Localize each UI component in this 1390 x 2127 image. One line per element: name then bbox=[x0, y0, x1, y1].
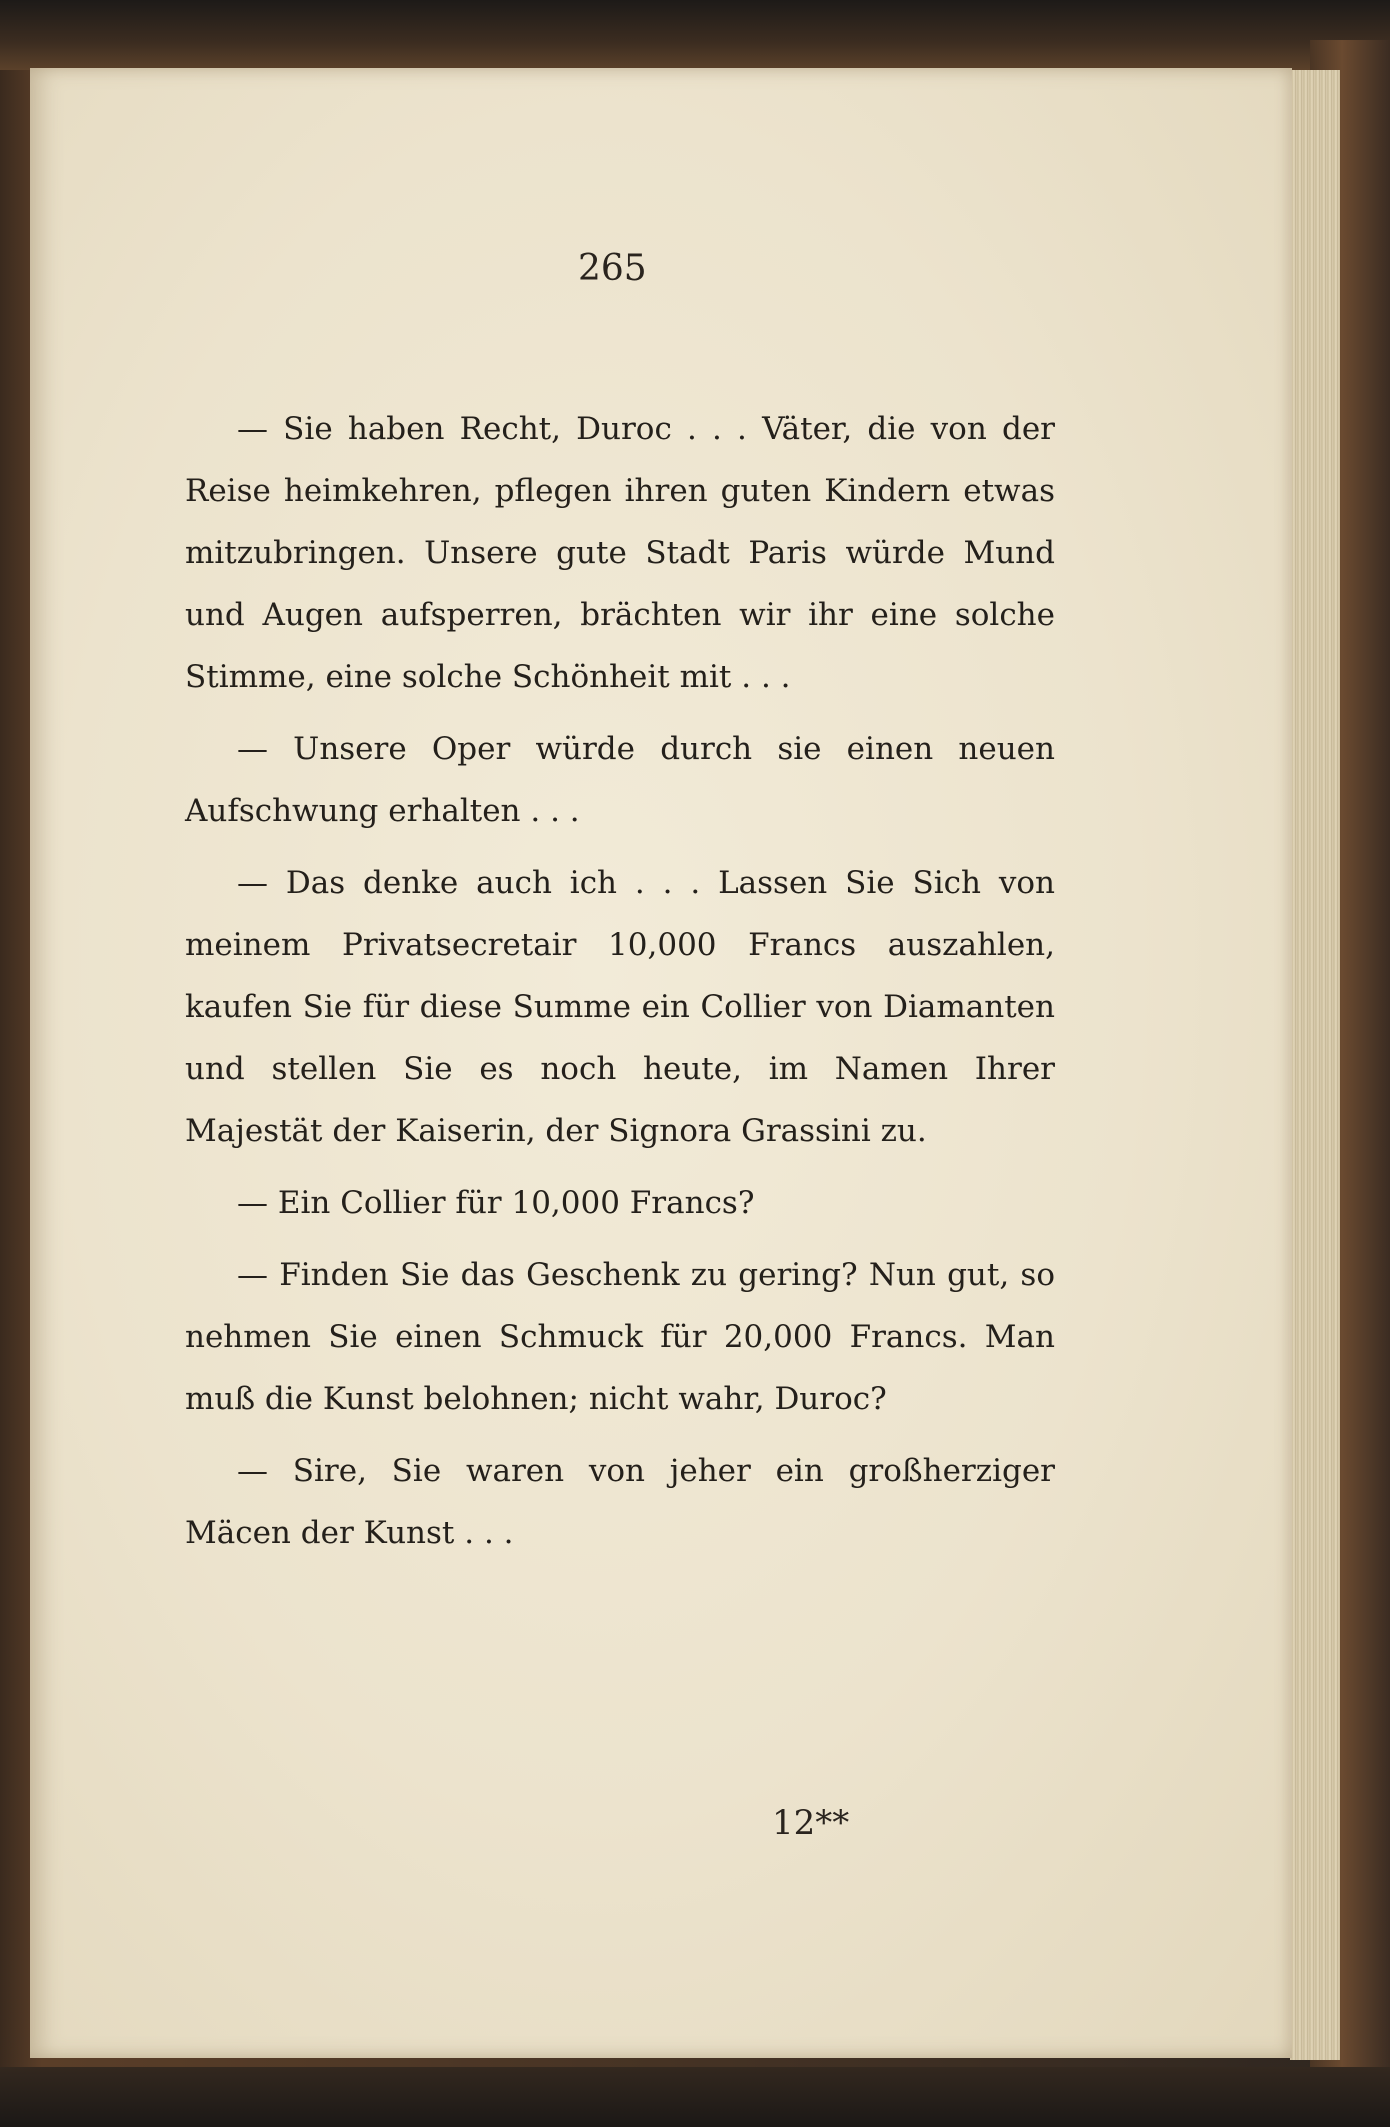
paragraph: — Unsere Oper würde durch sie einen neuen Aufschwung erhalten . . . bbox=[185, 731, 1055, 829]
paragraph: — Finden Sie das Geschenk zu gering? Nun gut, so nehmen Sie einen Schmuck für 20,000 Francs. Man muß die Kunst belohnen; nicht wahr, Duroc? bbox=[185, 1257, 1055, 1417]
paragraph: — Sie haben Recht, Duroc . . . Väter, die von der Reise heimkehren, pflegen ihren guten Kindern etwas mitzubringen. Unsere gute Stadt Paris würde Mund und Augen aufsperren, brächten wir ihr eine solche Stimme, eine solche Schönheit mit . . . bbox=[185, 411, 1055, 695]
paragraph: — Sire, Sie waren von jeher ein großherziger Mäcen der Kunst . . . bbox=[185, 1453, 1055, 1551]
paragraph: — Das denke auch ich . . . Lassen Sie Sich von meinem Privatsecretair 10,000 Francs auszahlen, kaufen Sie für diese Summe ein Collier von Diamanten und stellen Sie es noch heute, im Namen Ihrer Majestät der Kaiserin, der Signora Grassini zu. bbox=[185, 865, 1055, 1149]
page-edges bbox=[1290, 70, 1340, 2060]
book-page bbox=[30, 68, 1292, 2058]
page-number: 265 bbox=[578, 248, 647, 289]
book-cover-bottom bbox=[0, 2067, 1390, 2127]
body-text bbox=[185, 398, 1055, 1574]
book-cover-top bbox=[0, 0, 1390, 70]
paragraph: — Ein Collier für 10,000 Francs? bbox=[237, 1185, 755, 1221]
signature-mark: 12** bbox=[772, 1803, 850, 1843]
